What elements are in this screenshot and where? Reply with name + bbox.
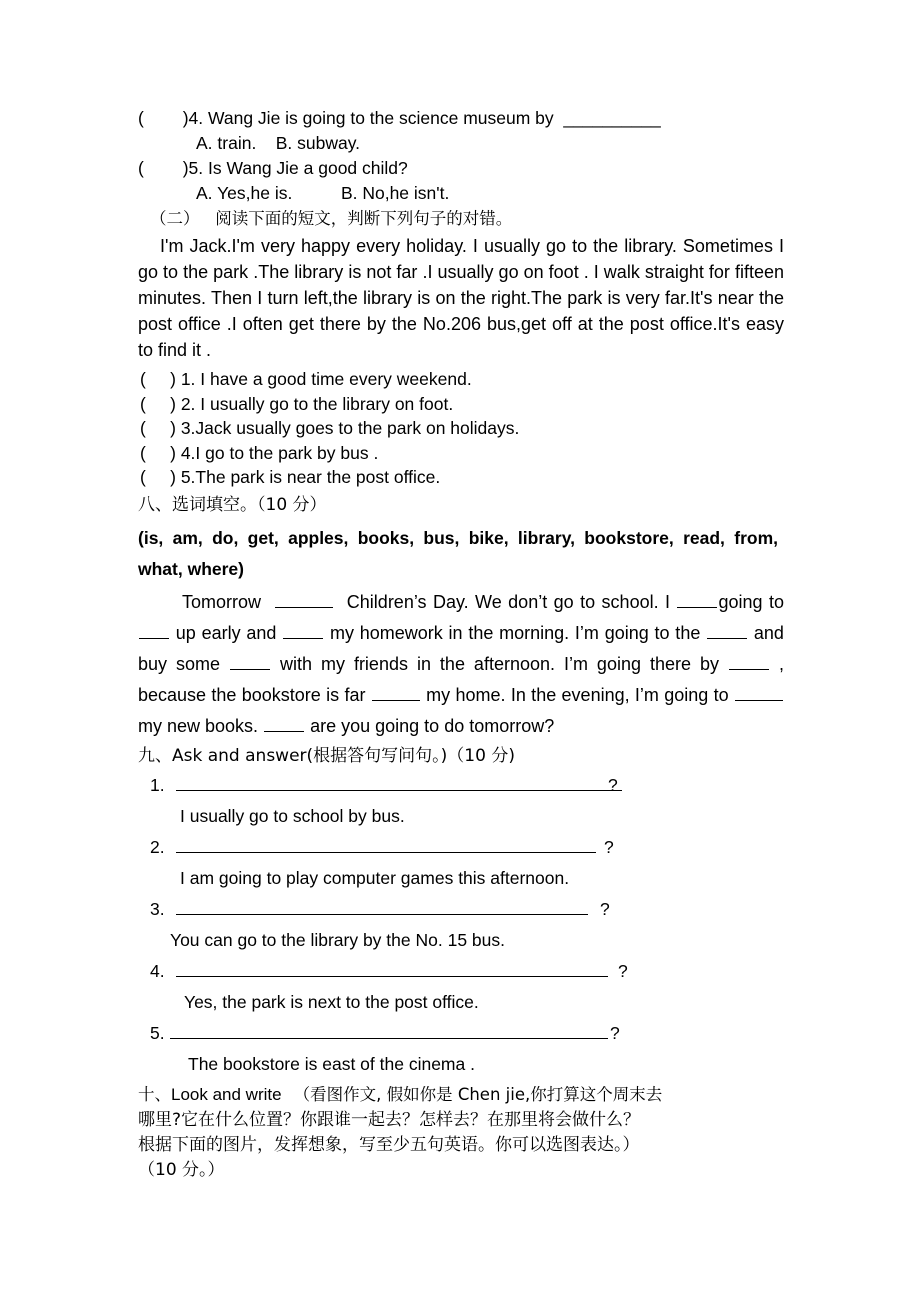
mc-item-5-options: A. Yes,he is. B. No,he isn't.	[196, 183, 450, 203]
qa-item-5-answer-line[interactable]	[170, 1020, 608, 1039]
cloze-text-3: going to	[718, 591, 784, 612]
mc-item-4: ( )4. Wang Jie is going to the science museum by __________	[138, 108, 661, 128]
page-content	[138, 106, 784, 1183]
qa-item-1-number: 1.	[150, 774, 165, 795]
section-ten-heading-line-2: 哪里?它在什么位置？你跟谁一起去？怎样去？在那里将会做什么？	[138, 1109, 641, 1130]
cloze-blank-6[interactable]	[230, 651, 270, 669]
qa-item-5-question-mark: ?	[610, 1022, 620, 1043]
qa-item-5	[138, 1018, 784, 1049]
cloze-blank-4[interactable]	[283, 620, 323, 638]
cloze-text-9: my home. In the evening, I’m going to	[426, 684, 729, 705]
qa-item-4-number: 4.	[150, 960, 165, 981]
tf-statement-4: ( ) 4.I go to the park by bus .	[140, 442, 379, 463]
qa-item-2-number: 2.	[150, 836, 165, 857]
qa-item-4	[138, 956, 784, 987]
qa-item-3	[138, 894, 784, 925]
cloze-blank-3[interactable]	[139, 620, 169, 638]
cloze-blank-9[interactable]	[735, 682, 783, 700]
reading-subheading: （二） 阅读下面的短文，判断下列句子的对错。	[150, 209, 513, 228]
section-ten-heading-line-3: 根据下面的图片，发挥想象，写至少五句英语。你可以选图表达。）	[138, 1134, 640, 1155]
passage-text: I'm Jack.I'm very happy every holiday. I usually go to the library. Sometimes I go to the park .The library is not far .I usually go on foot . I walk straight for fifteen minutes. Then I turn left,the library is on the right.The park is very far.It's near the post office .I often get there by the No.206 bus,get off at the post office.It's easy to find it .	[138, 236, 784, 360]
mc-item-5: ( )5. Is Wang Jie a good child?	[138, 158, 408, 178]
section-ten-heading-line-1	[138, 1082, 784, 1108]
cloze-text-8: , because the bookstore is far	[138, 653, 784, 705]
cloze-text-6: and buy some	[138, 622, 784, 674]
qa-item-1	[138, 770, 784, 801]
cloze-blank-7[interactable]	[729, 651, 769, 669]
qa-item-3-question-mark: ?	[600, 898, 610, 919]
qa-item-2	[138, 832, 784, 863]
reading-passage	[138, 233, 784, 363]
qa-item-2-answer-line[interactable]	[176, 834, 596, 853]
mc-item-4-options: A. train. B. subway.	[196, 133, 361, 153]
cloze-blank-10[interactable]	[264, 713, 304, 731]
qa-item-3-answer-text: You can go to the library by the No. 15 bus.	[170, 929, 505, 950]
qa-item-5-number: 5.	[150, 1022, 165, 1043]
cloze-text-11: are you going to do tomorrow?	[310, 715, 555, 736]
tf-statement-2: ( ) 2. I usually go to the library on foot.	[140, 393, 454, 414]
qa-item-1-answer	[138, 801, 784, 832]
cloze-text-5: my homework in the morning. I’m going to the	[329, 622, 701, 643]
cloze-blank-2[interactable]	[677, 589, 717, 607]
qa-item-4-answer-text: Yes, the park is next to the post office.	[184, 991, 479, 1012]
qa-item-4-answer-line[interactable]	[176, 958, 608, 977]
tf-statement-5: ( ) 5.The park is near the post office.	[140, 467, 441, 487]
qa-item-4-question-mark: ?	[618, 960, 628, 981]
section-ten-score-line: （10 分。）	[138, 1159, 225, 1180]
section-nine	[138, 743, 784, 1080]
section-ten	[138, 1082, 784, 1183]
cloze-text-10: my new books.	[138, 715, 259, 736]
section-eight	[138, 492, 784, 742]
qa-item-1-answer-text: I usually go to school by bus.	[180, 805, 405, 826]
cloze-blank-5[interactable]	[707, 620, 747, 638]
cloze-text-7: with my friends in the afternoon. I’m going there by	[279, 653, 719, 674]
section-nine-heading: 九、Ask and answer(根据答句写问句。)（10 分)	[138, 745, 515, 766]
qa-item-3-number: 3.	[150, 898, 165, 919]
tf-statement-1: ( ) 1. I have a good time every weekend.	[140, 369, 472, 389]
cloze-text-2: Children’s Day. We don’t go to school. I	[346, 591, 671, 612]
section-ten-title: Look and write	[171, 1084, 282, 1104]
reading-block	[138, 206, 784, 490]
cloze-text-1: Tomorrow	[182, 591, 262, 612]
multiple-choice-block	[138, 106, 784, 206]
cloze-text-4: up early and	[175, 622, 277, 643]
section-eight-word-bank: (is, am, do, get, apples, books, bus, bike, library, bookstore, read, from, what, where)	[138, 527, 778, 579]
section-eight-cloze-paragraph	[138, 587, 784, 742]
qa-item-1-question-mark: ?	[608, 774, 618, 795]
qa-item-2-answer	[138, 863, 784, 894]
cloze-blank-1[interactable]	[275, 589, 333, 607]
qa-item-5-answer	[138, 1049, 784, 1080]
qa-item-2-question-mark: ?	[604, 836, 614, 857]
qa-item-3-answer-line[interactable]	[176, 896, 588, 915]
qa-item-4-answer	[138, 987, 784, 1018]
qa-item-1-answer-line[interactable]	[176, 772, 622, 791]
qa-item-3-answer	[138, 925, 784, 956]
tf-statement-3: ( ) 3.Jack usually goes to the park on holidays.	[140, 418, 520, 438]
section-ten-prefix: 十、	[138, 1084, 171, 1104]
qa-item-5-answer-text: The bookstore is east of the cinema .	[188, 1053, 475, 1074]
section-ten-body-1: （看图作文, 假如你是 Chen jie,你打算这个周末去	[293, 1084, 663, 1104]
section-eight-heading: 八、选词填空。（10 分）	[138, 494, 327, 515]
cloze-blank-8[interactable]	[372, 682, 420, 700]
qa-item-2-answer-text: I am going to play computer games this afternoon.	[180, 867, 570, 888]
